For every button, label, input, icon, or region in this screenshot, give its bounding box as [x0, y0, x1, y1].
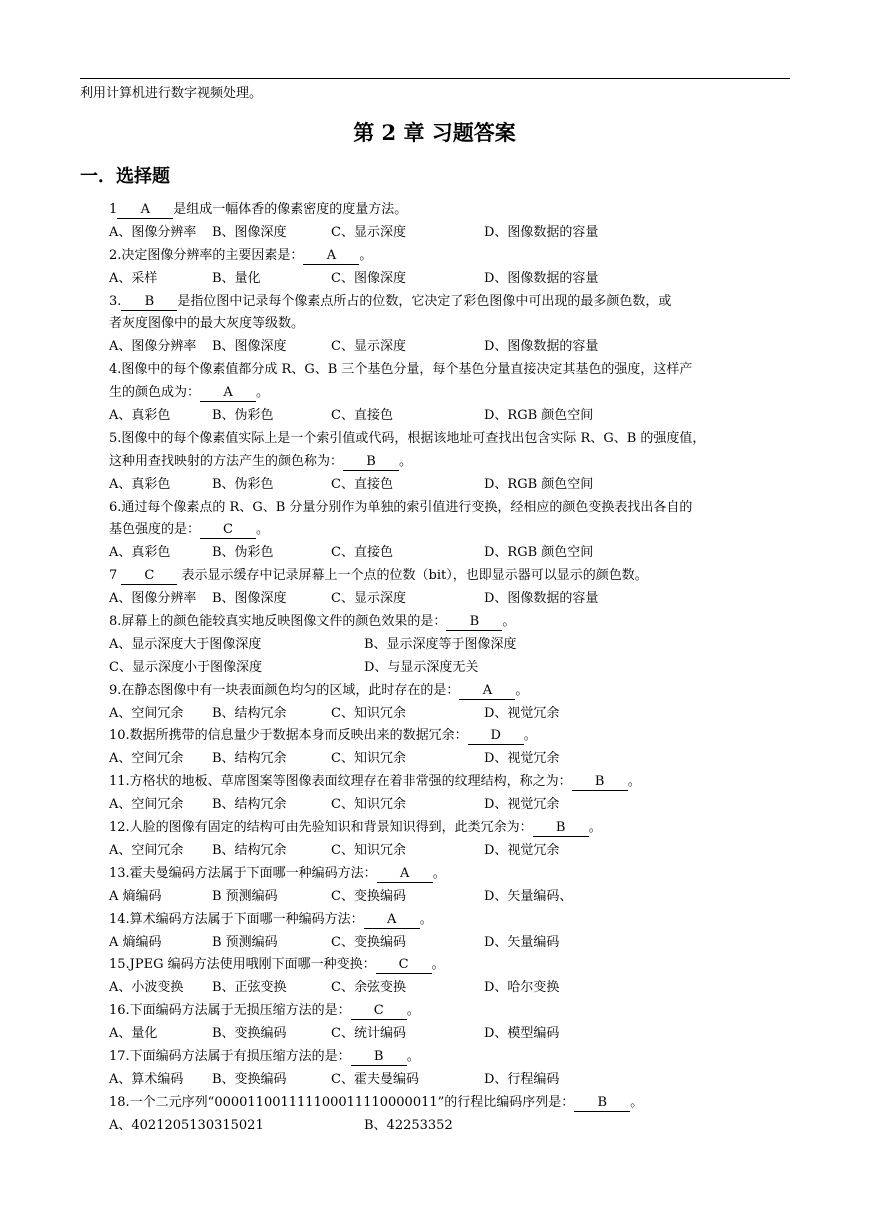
- option-item: B、量化: [212, 270, 261, 286]
- question-text-tail: 。: [359, 247, 373, 263]
- question-text: 基色强度的是：: [109, 522, 201, 538]
- option-item: B、图像深度: [212, 591, 287, 607]
- option-item: D、RGB 颜色空间: [484, 545, 594, 561]
- question-text: 1: [109, 202, 118, 217]
- option-item: A、小波变换: [109, 980, 184, 996]
- answer-blank: A: [364, 912, 420, 929]
- options-row: [109, 542, 791, 565]
- option-item: D、视觉冗余: [484, 797, 560, 813]
- header-rule: [80, 78, 790, 79]
- options-row: [109, 268, 791, 291]
- option-item: D、RGB 颜色空间: [484, 408, 594, 424]
- answer-blank: B: [572, 774, 628, 791]
- answer-blank: A: [303, 248, 359, 265]
- question-text-tail: 。: [432, 865, 446, 881]
- option-item: D、图像数据的容量: [484, 339, 599, 355]
- option-item: C、知识冗余: [331, 797, 406, 813]
- option-item: A、真彩色: [109, 545, 171, 561]
- answer-blank: B: [446, 614, 502, 631]
- section-heading: 一．选择题: [80, 166, 170, 187]
- option-item: B、伪彩色: [212, 408, 274, 424]
- question-text-tail: 。: [431, 957, 445, 973]
- option-item: D、视觉冗余: [484, 842, 560, 858]
- option-item: B、变换编码: [212, 1071, 287, 1087]
- options-row: [109, 794, 791, 817]
- question-text-line: [109, 611, 791, 634]
- question-text-line: [109, 725, 791, 748]
- answer-blank: C: [200, 522, 256, 539]
- question-text: 2.决定图像分辨率的主要因素是：: [109, 247, 304, 263]
- question-text: 13.霍夫曼编码方法属于下面哪一种编码方法：: [109, 865, 377, 881]
- question-text-tail: 是组成一幅体香的像素密度的度量方法。: [173, 202, 408, 217]
- question-text-line: [109, 565, 791, 588]
- question-text-line: [109, 817, 791, 840]
- question-text: 者灰度图像中的最大灰度等级数。: [109, 316, 305, 332]
- answer-blank: A: [200, 385, 256, 402]
- question-text: 11.方格状的地板、草席图案等图像表面纹理存在着非常强的纹理结构，称之为：: [109, 774, 572, 790]
- question-text: 17.下面编码方法属于有损压缩方法的是：: [109, 1048, 351, 1064]
- option-item: A、真彩色: [109, 476, 171, 492]
- option-item: D、与显示深度无关: [364, 659, 479, 675]
- answer-blank: C: [121, 568, 177, 585]
- option-item: D、哈尔变换: [484, 980, 560, 996]
- question-text-line: [109, 428, 791, 451]
- question-text: 9.在静态图像中有一块表面颜色均匀的区域，此时存在的是：: [109, 682, 460, 698]
- question-text-tail: 。: [399, 453, 413, 469]
- option-item: A、图像分辨率: [109, 339, 197, 355]
- question-text-tail: 。: [256, 385, 270, 401]
- question-text-line: [109, 291, 791, 314]
- options-row: [109, 634, 791, 657]
- question-text: 10.数据所携带的信息量少于数据本身而反映出来的数据冗余：: [109, 728, 468, 744]
- answer-blank: A: [459, 683, 515, 700]
- question-text-line: [109, 954, 791, 977]
- question-text-tail: 。: [627, 774, 641, 790]
- option-item: C、直接色: [331, 408, 393, 424]
- options-row: [109, 1115, 791, 1138]
- question-text-tail: 。: [406, 1003, 420, 1019]
- option-item: C、直接色: [331, 545, 393, 561]
- answer-blank: C: [351, 1003, 407, 1020]
- question-text-line: [109, 451, 791, 474]
- option-item: C、显示深度: [331, 339, 406, 355]
- options-row: [109, 474, 791, 497]
- question-text: 4.图像中的每个像素值都分成 R、G、B 三个基色分量，每个基色分量直接决定其基色的强度，这样产: [109, 362, 693, 378]
- question-text: 15.JPEG 编码方法使用哦刚下面哪一种变换：: [109, 957, 376, 973]
- question-text-tail: 。: [502, 614, 516, 630]
- option-item: C、直接色: [331, 476, 393, 492]
- question-text-line: [109, 199, 791, 222]
- question-text: 3.: [109, 293, 122, 309]
- option-item: C、变换编码: [331, 934, 406, 950]
- option-item: B、结构冗余: [212, 705, 287, 721]
- option-item: A、算术编码: [109, 1071, 184, 1087]
- option-item: C、知识冗余: [331, 751, 406, 767]
- question-text: 16.下面编码方法属于无损压缩方法的是：: [109, 1003, 351, 1019]
- question-text: 7: [109, 568, 122, 584]
- question-text-tail: 。: [523, 728, 537, 744]
- option-item: A、图像分辨率: [109, 591, 197, 607]
- question-text: 这种用查找映射的方法产生的颜色称为：: [109, 453, 344, 469]
- question-text: 14.算术编码方法属于下面哪一种编码方法：: [109, 911, 364, 927]
- question-text-line: [109, 771, 791, 794]
- options-row: [109, 748, 791, 771]
- question-text-line: [109, 497, 791, 520]
- question-text: 生的颜色成为：: [109, 385, 201, 401]
- option-item: A、空间冗余: [109, 705, 184, 721]
- question-text-line: [109, 863, 791, 886]
- option-item: D、矢量编码: [484, 934, 560, 950]
- options-row: [109, 932, 791, 955]
- question-text-line: [109, 1000, 791, 1023]
- question-text-tail: 。: [419, 911, 433, 927]
- options-row: [109, 588, 791, 611]
- options-row: [109, 657, 791, 680]
- option-item: B、变换编码: [212, 1026, 287, 1042]
- options-row: [109, 336, 791, 359]
- options-row: [109, 886, 791, 909]
- option-item: B、正弦变换: [212, 980, 287, 996]
- chapter-title: 第 2 章 习题答案: [353, 120, 516, 145]
- option-item: C、显示深度: [331, 224, 406, 240]
- answer-blank: B: [121, 294, 177, 311]
- option-item: B、显示深度等于图像深度: [364, 636, 517, 652]
- question-text-tail: 。: [630, 1094, 644, 1110]
- option-item: B 预测编码: [212, 888, 278, 904]
- question-text-line: [109, 519, 791, 542]
- option-item: D、图像数据的容量: [484, 270, 599, 286]
- option-item: D、视觉冗余: [484, 705, 560, 721]
- option-item: C、图像深度: [331, 270, 406, 286]
- question-text-line: [109, 680, 791, 703]
- option-item: C、知识冗余: [331, 705, 406, 721]
- option-item: A、采样: [109, 270, 158, 286]
- option-item: A 熵编码: [109, 888, 162, 904]
- option-item: D、行程编码: [484, 1071, 560, 1087]
- option-item: C、统计编码: [331, 1026, 406, 1042]
- running-header: 利用计算机进行数字视频处理。: [80, 86, 263, 101]
- option-item: D、图像数据的容量: [484, 591, 599, 607]
- question-text-tail: 表示显示缓存中记录屏幕上一个点的位数（bit），也即显示器可以显示的颜色数。: [177, 568, 648, 584]
- option-item: B、结构冗余: [212, 842, 287, 858]
- options-row: [109, 977, 791, 1000]
- question-text-tail: 。: [515, 682, 529, 698]
- option-item: D、模型编码: [484, 1026, 560, 1042]
- option-item: B、42253352: [364, 1117, 453, 1133]
- question-text-tail: 是指位图中记录每个像素点所占的位数，它决定了彩色图像中可出现的最多颜色数，或: [177, 293, 672, 309]
- answer-blank: A: [117, 202, 173, 219]
- question-text-line: [109, 313, 791, 336]
- question-text: 5.图像中的每个像素值实际上是一个索引值或代码，根据该地址可查找出包含实际 R、G、B 的强度值，: [109, 430, 706, 446]
- option-item: D、RGB 颜色空间: [484, 476, 594, 492]
- option-item: A、空间冗余: [109, 797, 184, 813]
- option-item: C、知识冗余: [331, 842, 406, 858]
- question-text-line: [109, 1092, 791, 1115]
- question-text: 8.屏幕上的颜色能较真实地反映图像文件的颜色效果的是：: [109, 614, 447, 630]
- question-text-line: [109, 909, 791, 932]
- question-text-line: [109, 245, 791, 268]
- options-row: [109, 405, 791, 428]
- option-item: B、图像深度: [212, 224, 287, 240]
- answer-blank: B: [574, 1095, 630, 1112]
- question-text-tail: 。: [256, 522, 270, 538]
- answer-blank: C: [376, 957, 432, 974]
- option-item: B、图像深度: [212, 339, 287, 355]
- options-row: [109, 1023, 791, 1046]
- option-item: A、4021205130315021: [109, 1117, 264, 1133]
- question-list: [109, 199, 791, 1138]
- option-item: B、伪彩色: [212, 545, 274, 561]
- options-row: [109, 703, 791, 726]
- option-item: B、结构冗余: [212, 751, 287, 767]
- option-item: D、图像数据的容量: [484, 224, 599, 240]
- option-item: A、空间冗余: [109, 751, 184, 767]
- option-item: A 熵编码: [109, 934, 162, 950]
- answer-blank: A: [377, 866, 433, 883]
- option-item: A、量化: [109, 1026, 158, 1042]
- option-item: C、显示深度小于图像深度: [109, 659, 262, 675]
- option-item: C、霍夫曼编码: [331, 1071, 419, 1087]
- answer-blank: D: [468, 728, 524, 745]
- question-text-line: [109, 1046, 791, 1069]
- option-item: D、视觉冗余: [484, 751, 560, 767]
- question-text-line: [109, 382, 791, 405]
- option-item: A、显示深度大于图像深度: [109, 636, 262, 652]
- question-text: 18.一个二元序列“000011001111100011110000011”的行程比编码序列是：: [109, 1094, 575, 1110]
- options-row: [109, 840, 791, 863]
- option-item: B、伪彩色: [212, 476, 274, 492]
- option-item: A、真彩色: [109, 408, 171, 424]
- question-text: 12.人脸的图像有固定的结构可由先验知识和背景知识得到，此类冗余为：: [109, 820, 533, 836]
- options-row: [109, 1069, 791, 1092]
- answer-blank: B: [533, 820, 589, 837]
- question-text-tail: 。: [406, 1048, 420, 1064]
- option-item: D、矢量编码、: [484, 888, 573, 904]
- options-row: [109, 222, 791, 245]
- option-item: C、余弦变换: [331, 980, 406, 996]
- option-item: C、显示深度: [331, 591, 406, 607]
- answer-blank: B: [343, 454, 399, 471]
- question-text-tail: 。: [588, 820, 602, 836]
- option-item: A、空间冗余: [109, 842, 184, 858]
- option-item: B、结构冗余: [212, 797, 287, 813]
- option-item: A、图像分辨率: [109, 224, 197, 240]
- option-item: B 预测编码: [212, 934, 278, 950]
- answer-blank: B: [351, 1049, 407, 1066]
- question-text-line: [109, 359, 791, 382]
- question-text: 6.通过每个像素点的 R、G、B 分量分别作为单独的索引值进行变换，经相应的颜色变换表找出各自的: [109, 499, 693, 515]
- option-item: C、变换编码: [331, 888, 406, 904]
